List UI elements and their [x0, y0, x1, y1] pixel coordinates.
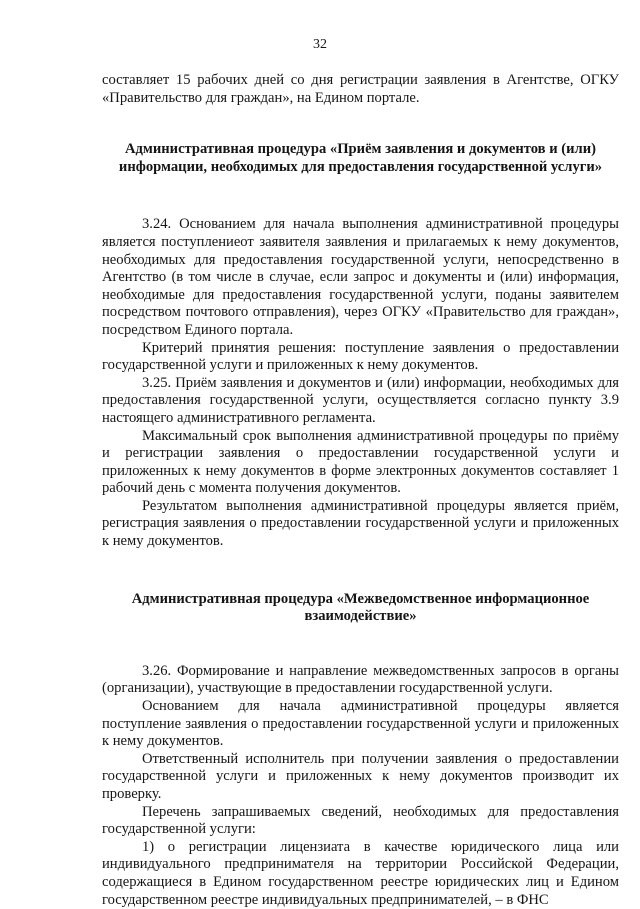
paragraph: 3.25. Приём заявления и документов и (или) информации, необходимых для предоставления государственной услуги, осуществляется согласно пункту 3.9 настоящего административного регламента.	[102, 374, 619, 426]
page-number: 32	[313, 37, 327, 52]
section-heading-interagency: Административная процедура «Межведомственное информационное взаимодействие»	[131, 590, 590, 625]
paragraph: Перечень запрашиваемых сведений, необходимых для предоставления государственной услуги:	[102, 803, 619, 838]
section-reception	[102, 216, 619, 550]
document-body	[102, 72, 619, 909]
section-interagency	[102, 663, 619, 909]
paragraph: 3.24. Основанием для начала выполнения административной процедуры является поступлениеот заявителя заявления и прилагаемых к нему документов, необходимых для предоставления государственной услуги, непосредственно в Агентство (в том числе в случае, если запрос и документы и (или) информация, необходимые для предоставления государственной услуги, поданы заявителем посредством почтового отправления), через ОГКУ «Правительство для граждан», посредством Единого портала.	[102, 216, 619, 338]
paragraph: Ответственный исполнитель при получении заявления о предоставлении государственной услуги и приложенных к нему документов производит их проверку.	[102, 750, 619, 802]
paragraph: Основанием для начала административной процедуры является поступление заявления о предоставлении государственной услуги и приложенных к нему документов.	[102, 698, 619, 750]
paragraph: Критерий принятия решения: поступление заявления о предоставлении государственной услуги и приложенных к нему документов.	[102, 339, 619, 374]
paragraph: 3.26. Формирование и направление межведомственных запросов в органы (организации), участвующие в предоставлении государственной услуги.	[102, 662, 619, 697]
paragraph: Результатом выполнения административной процедуры является приём, регистрация заявления о предоставлении государственной услуги и приложенных к нему документов.	[102, 497, 619, 550]
paragraph: 1) о регистрации лицензиата в качестве юридического лица или индивидуального предпринимателя на территории Российской Федерации, содержащиеся в Едином государственном реестре юридических лиц и Едином государственном реестре индивидуальных предпринимателей, – в ФНС	[102, 838, 619, 908]
intro-paragraph: составляет 15 рабочих дней со дня регистрации заявления в Агентстве, ОГКУ «Правительство для граждан», на Едином портале.	[102, 72, 619, 106]
section-heading-reception: Административная процедура «Приём заявления и документов и (или) информации, необходимых для предоставления государственной услуги»	[118, 141, 603, 175]
paragraph: Максимальный срок выполнения административной процедуры по приёму и регистрации заявления о предоставлении государственной услуги и приложенных к нему документов в форме электронных документов составляет 1 рабочий день с момента получения документов.	[102, 427, 619, 497]
